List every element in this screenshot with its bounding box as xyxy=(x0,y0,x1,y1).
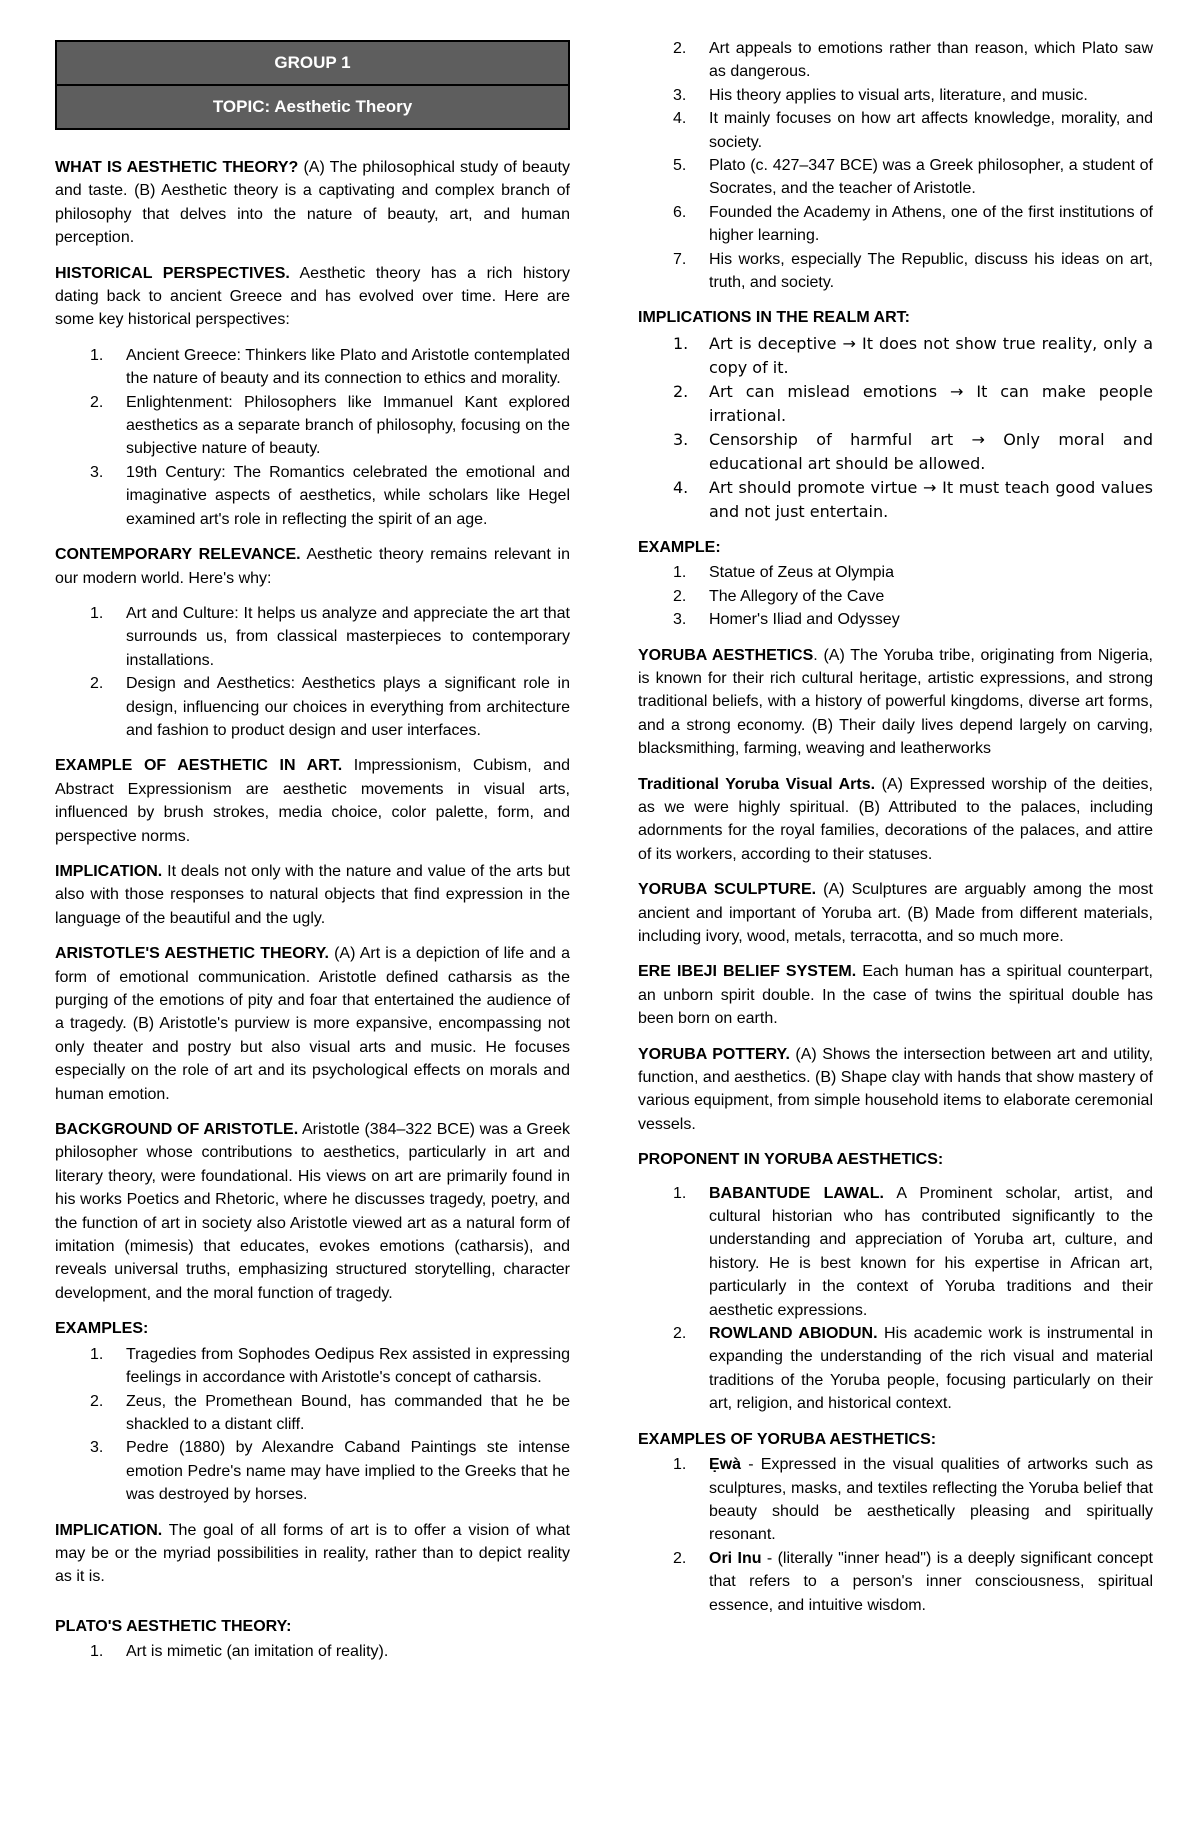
list-number: 1. xyxy=(673,1184,687,1202)
list-item xyxy=(55,391,570,461)
implication-paragraph-2 xyxy=(55,1519,570,1589)
plato-list-continued xyxy=(638,37,1153,294)
list-number: 2. xyxy=(673,1325,687,1343)
section-heading: EXAMPLE OF AESTHETIC IN ART. xyxy=(55,757,343,775)
proponent-heading: PROPONENT IN YORUBA AESTHETICS: xyxy=(638,1151,944,1169)
section-heading: IMPLICATION. xyxy=(55,862,163,880)
examples-heading: EXAMPLES: xyxy=(55,1320,149,1338)
proponent-name: BABANTUDE LAWAL. xyxy=(709,1184,885,1202)
section-heading: CONTEMPORARY RELEVANCE. xyxy=(55,546,301,564)
examples-yoruba-list xyxy=(638,1453,1153,1617)
list-text: Art is deceptive → It does not show true reality, only a copy of it. xyxy=(709,333,1153,377)
historical-list xyxy=(55,344,570,531)
section-heading: YORUBA SCULPTURE. xyxy=(638,881,817,899)
list-text: Enlightenment: Philosophers like Immanuel Kant explored aesthetics as a separate branch of philosophy, focusing on the subjective nature of beauty. xyxy=(126,393,570,458)
list-text: Pedre (1880) by Alexandre Caband Paintings ste intense emotion Pedre's name may have implied to the Greeks that he was destroyed by horses. xyxy=(126,1439,570,1504)
proponent-list xyxy=(638,1182,1153,1416)
list-item xyxy=(638,585,1153,608)
implications-realm-heading: IMPLICATIONS IN THE REALM ART: xyxy=(638,309,910,327)
list-number: 1. xyxy=(673,333,689,353)
plato-list xyxy=(55,1640,570,1663)
what-is-aesthetic-theory xyxy=(55,156,570,250)
aristotle-aesthetic-theory xyxy=(55,942,570,1106)
list-item xyxy=(638,154,1153,201)
section-text: (A) The philosophical study of beauty and taste. (B) Aesthetic theory is a captivating and complex branch of philosophy that delves into the nature of beauty, art, and human perception. xyxy=(55,159,570,247)
left-column xyxy=(55,40,570,1676)
list-number: 6. xyxy=(673,203,687,221)
list-item xyxy=(55,602,570,672)
implications-realm-list xyxy=(638,332,1153,524)
list-item xyxy=(638,1453,1153,1547)
list-item xyxy=(638,476,1153,524)
right-column xyxy=(638,37,1153,1629)
section-text: Aesthetic theory has a rich history dating back to ancient Greece and has evolved over time. Here are some key historical perspectives: xyxy=(55,264,571,329)
list-number: 1. xyxy=(90,1345,104,1363)
list-item xyxy=(638,1322,1153,1416)
list-text: Art is mimetic (an imitation of reality). xyxy=(126,1643,389,1661)
list-number: 7. xyxy=(673,250,687,268)
section-text: (A) Art is a depiction of life and a form of emotional communication. Aristotle defined catharsis as the purging of the emotions of pity and foar that entertained the audience of a tragedy. (B) Aristotle's purview is more expansive, encompassing not only theater and postry but also visual arts and music. He focuses especially on the role of art and its psychological effects on morals and human emotion. xyxy=(55,945,570,1103)
list-text: Zeus, the Promethean Bound, has commanded that he be shackled to a distant cliff. xyxy=(126,1392,570,1433)
list-text: His works, especially The Republic, discuss his ideas on art, truth, and society. xyxy=(709,250,1153,292)
list-item xyxy=(638,84,1153,107)
yoruba-sculpture xyxy=(638,878,1153,948)
example-aesthetic-in-art xyxy=(55,754,570,848)
plato-heading: PLATO'S AESTHETIC THEORY: xyxy=(55,1617,292,1635)
list-item xyxy=(638,332,1153,380)
examples-list xyxy=(55,1343,570,1507)
contemporary-relevance xyxy=(55,543,570,590)
list-number: 2. xyxy=(90,675,104,693)
list-number: 3. xyxy=(90,1439,104,1457)
section-heading: ARISTOTLE'S AESTHETIC THEORY. xyxy=(55,945,329,963)
list-text: Statue of Zeus at Olympia xyxy=(709,564,894,582)
list-text: The Allegory of the Cave xyxy=(709,587,885,605)
section-heading: ERE IBEJI BELIEF SYSTEM. xyxy=(638,963,857,981)
section-text: (A) Sculptures are arguably among the most ancient and important of Yoruba art. (B) Made from different materials, including ivory, wood, metals, terracotta, and so much more. xyxy=(638,881,1154,945)
yoruba-pottery xyxy=(638,1043,1153,1137)
list-text: - (literally "inner head") is a deeply significant concept that refers to a person's inner consciousness, spiritual essence, and intuitive wisdom. xyxy=(709,1549,1153,1614)
list-number: 2. xyxy=(673,587,687,605)
list-item xyxy=(638,37,1153,84)
list-number: 1. xyxy=(90,1643,104,1661)
list-text: Ancient Greece: Thinkers like Plato and Aristotle contemplated the nature of beauty and its connection to ethics and morality. xyxy=(126,346,570,388)
list-number: 3. xyxy=(673,86,687,104)
list-item xyxy=(55,461,570,531)
section-text: Each human has a spiritual counterpart, an unborn spirit double. In the case of twins the spiritual double has been born on earth. xyxy=(638,963,1153,1028)
traditional-yoruba-visual-arts xyxy=(638,773,1153,867)
list-number: 3. xyxy=(673,429,689,449)
list-item xyxy=(638,1182,1153,1322)
title-box xyxy=(55,40,570,130)
list-number: 1. xyxy=(90,346,104,364)
list-item xyxy=(638,107,1153,154)
list-text: His academic work is instrumental in expanding the understanding of the rich visual and material traditions of the Yoruba people, focusing particularly on their art, religion, and historical context. xyxy=(709,1325,1153,1413)
list-item xyxy=(638,1547,1153,1617)
list-number: 1. xyxy=(673,1456,687,1474)
list-number: 3. xyxy=(673,611,687,629)
list-text: Art and Culture: It helps us analyze and appreciate the art that surrounds us, from classical masterpieces to contemporary installations. xyxy=(126,604,570,669)
section-heading: Traditional Yoruba Visual Arts. xyxy=(638,775,876,793)
section-heading: IMPLICATION. xyxy=(55,1521,163,1539)
list-number: 4. xyxy=(673,110,687,128)
example-heading: EXAMPLE: xyxy=(638,538,721,556)
list-item xyxy=(638,561,1153,584)
list-text: Censorship of harmful art → Only moral and educational art should be allowed. xyxy=(709,429,1153,473)
yoruba-aesthetics xyxy=(638,644,1153,761)
implication-paragraph xyxy=(55,860,570,930)
list-text: Design and Aesthetics: Aesthetics plays a significant role in design, influencing our choices in everything from architecture and fashion to product design and user interfaces. xyxy=(126,675,570,739)
list-item xyxy=(55,672,570,742)
list-number: 2. xyxy=(90,393,104,411)
section-text: (A) Expressed worship of the deities, as we were highly spiritual. (B) Attributed to the palaces, including adornments for the royal families, decorations of the palaces, and attire of its workers, according to their statuses. xyxy=(638,775,1153,863)
list-text: Plato (c. 427–347 BCE) was a Greek philosopher, a student of Socrates, and the teacher of Aristotle. xyxy=(709,157,1153,198)
section-heading: WHAT IS AESTHETIC THEORY? xyxy=(55,159,299,176)
example-list xyxy=(638,561,1153,631)
background-of-aristotle xyxy=(55,1118,570,1305)
section-text: Aesthetic theory remains relevant in our modern world. Here's why: xyxy=(55,546,571,587)
list-item xyxy=(55,344,570,391)
section-text: (A) Shows the intersection between art and utility, function, and aesthetics. (B) Shape clay with hands that show mastery of various equipment, from simple household items to elaborate ceremonial vessels. xyxy=(638,1045,1154,1133)
group-label: GROUP 1 xyxy=(274,53,351,72)
list-item xyxy=(55,1390,570,1437)
examples-yoruba-heading: EXAMPLES OF YORUBA AESTHETICS: xyxy=(638,1430,937,1448)
list-text: It mainly focuses on how art affects knowledge, morality, and society. xyxy=(709,110,1153,151)
list-text: 19th Century: The Romantics celebrated the emotional and imaginative aspects of aesthetics, while scholars like Hegel examined art's role in reflecting the spirit of an age. xyxy=(126,463,570,528)
list-item xyxy=(55,1640,570,1663)
ere-ibeji-belief-system xyxy=(638,960,1153,1030)
section-text: It deals not only with the nature and value of the arts but also with those responses to natural objects that find expression in the language of the beautiful and the ugly. xyxy=(55,862,570,927)
list-item xyxy=(55,1436,570,1506)
section-heading: YORUBA POTTERY. xyxy=(638,1045,790,1063)
list-number: 1. xyxy=(673,564,687,582)
list-number: 4. xyxy=(673,477,689,497)
list-item xyxy=(638,428,1153,476)
section-heading: BACKGROUND OF ARISTOTLE. xyxy=(55,1121,299,1139)
list-text: Homer's Iliad and Odyssey xyxy=(709,611,900,629)
list-text: - Expressed in the visual qualities of artworks such as sculptures, masks, and textiles reflecting the Yoruba belief that beauty should be aesthetically pleasing and spiritually resonant. xyxy=(709,1456,1153,1544)
list-text: His theory applies to visual arts, literature, and music. xyxy=(709,86,1088,104)
topic-label: TOPIC: Aesthetic Theory xyxy=(57,84,568,128)
section-heading: HISTORICAL PERSPECTIVES. xyxy=(55,264,290,282)
list-text: A Prominent scholar, artist, and cultural historian who has contributed significantly to the understanding and appreciation of Yoruba art, culture, and history. He is best known for his expertise in African art, particularly in the context of Yoruba traditions and their aesthetic expressions. xyxy=(709,1184,1153,1319)
list-number: 2. xyxy=(673,1549,687,1567)
list-item xyxy=(638,201,1153,248)
list-text: Art should promote virtue → It must teach good values and not just entertain. xyxy=(709,477,1153,521)
list-text: Founded the Academy in Athens, one of the first institutions of higher learning. xyxy=(709,203,1153,245)
list-item xyxy=(638,608,1153,631)
historical-perspectives xyxy=(55,262,570,332)
section-text: Aristotle (384–322 BCE) was a Greek philosopher whose contributions to aesthetics, particularly in art and literary theory, were foundational. His views on art are primarily found in his works Poetics and Rhetoric, where he discusses tragedy, poetry, and the function of art in society also Aristotle viewed art as a natural form of imitation (mimesis) that educates, evokes emotions (catharsis), and reveals universal truths, emphasizing structured storytelling, character development, and the moral function of tragedy. xyxy=(55,1121,570,1302)
section-text: . (A) The Yoruba tribe, originating from Nigeria, is known for their rich cultural heritage, artistic expressions, and strong traditional beliefs, with a history of powerful kingdoms, diverse art forms, and a strong economy. (B) Their daily lives depend largely on carving, blacksmithing, farming, weaving and leatherworks xyxy=(638,646,1154,758)
list-item xyxy=(55,1343,570,1390)
contemporary-list xyxy=(55,602,570,742)
list-number: 1. xyxy=(90,604,104,622)
section-text: Impressionism, Cubism, and Abstract Expressionism are aesthetic movements in visual arts, influenced by brush strokes, media choice, color palette, form, and perspective norms. xyxy=(55,757,570,845)
list-text: Tragedies from Sophodes Oedipus Rex assisted in expressing feelings in accordance with Aristotle's concept of catharsis. xyxy=(126,1345,570,1387)
list-number: 3. xyxy=(90,463,104,481)
list-number: 2. xyxy=(673,40,687,57)
list-item xyxy=(638,248,1153,295)
term-name: Ori Inu xyxy=(709,1549,762,1567)
list-number: 2. xyxy=(673,381,689,401)
list-text: Art can mislead emotions → It can make people irrational. xyxy=(709,381,1153,425)
term-name: Ẹwà xyxy=(709,1456,742,1474)
list-number: 5. xyxy=(673,157,687,175)
list-number: 2. xyxy=(90,1392,104,1410)
proponent-name: ROWLAND ABIODUN. xyxy=(709,1325,878,1343)
section-heading: YORUBA AESTHETICS xyxy=(638,646,814,664)
list-item xyxy=(638,380,1153,428)
list-text: Art appeals to emotions rather than reason, which Plato saw as dangerous. xyxy=(709,40,1153,81)
section-text: The goal of all forms of art is to offer a vision of what may be or the myriad possibilities in reality, rather than to depict reality as it is. xyxy=(55,1521,570,1586)
